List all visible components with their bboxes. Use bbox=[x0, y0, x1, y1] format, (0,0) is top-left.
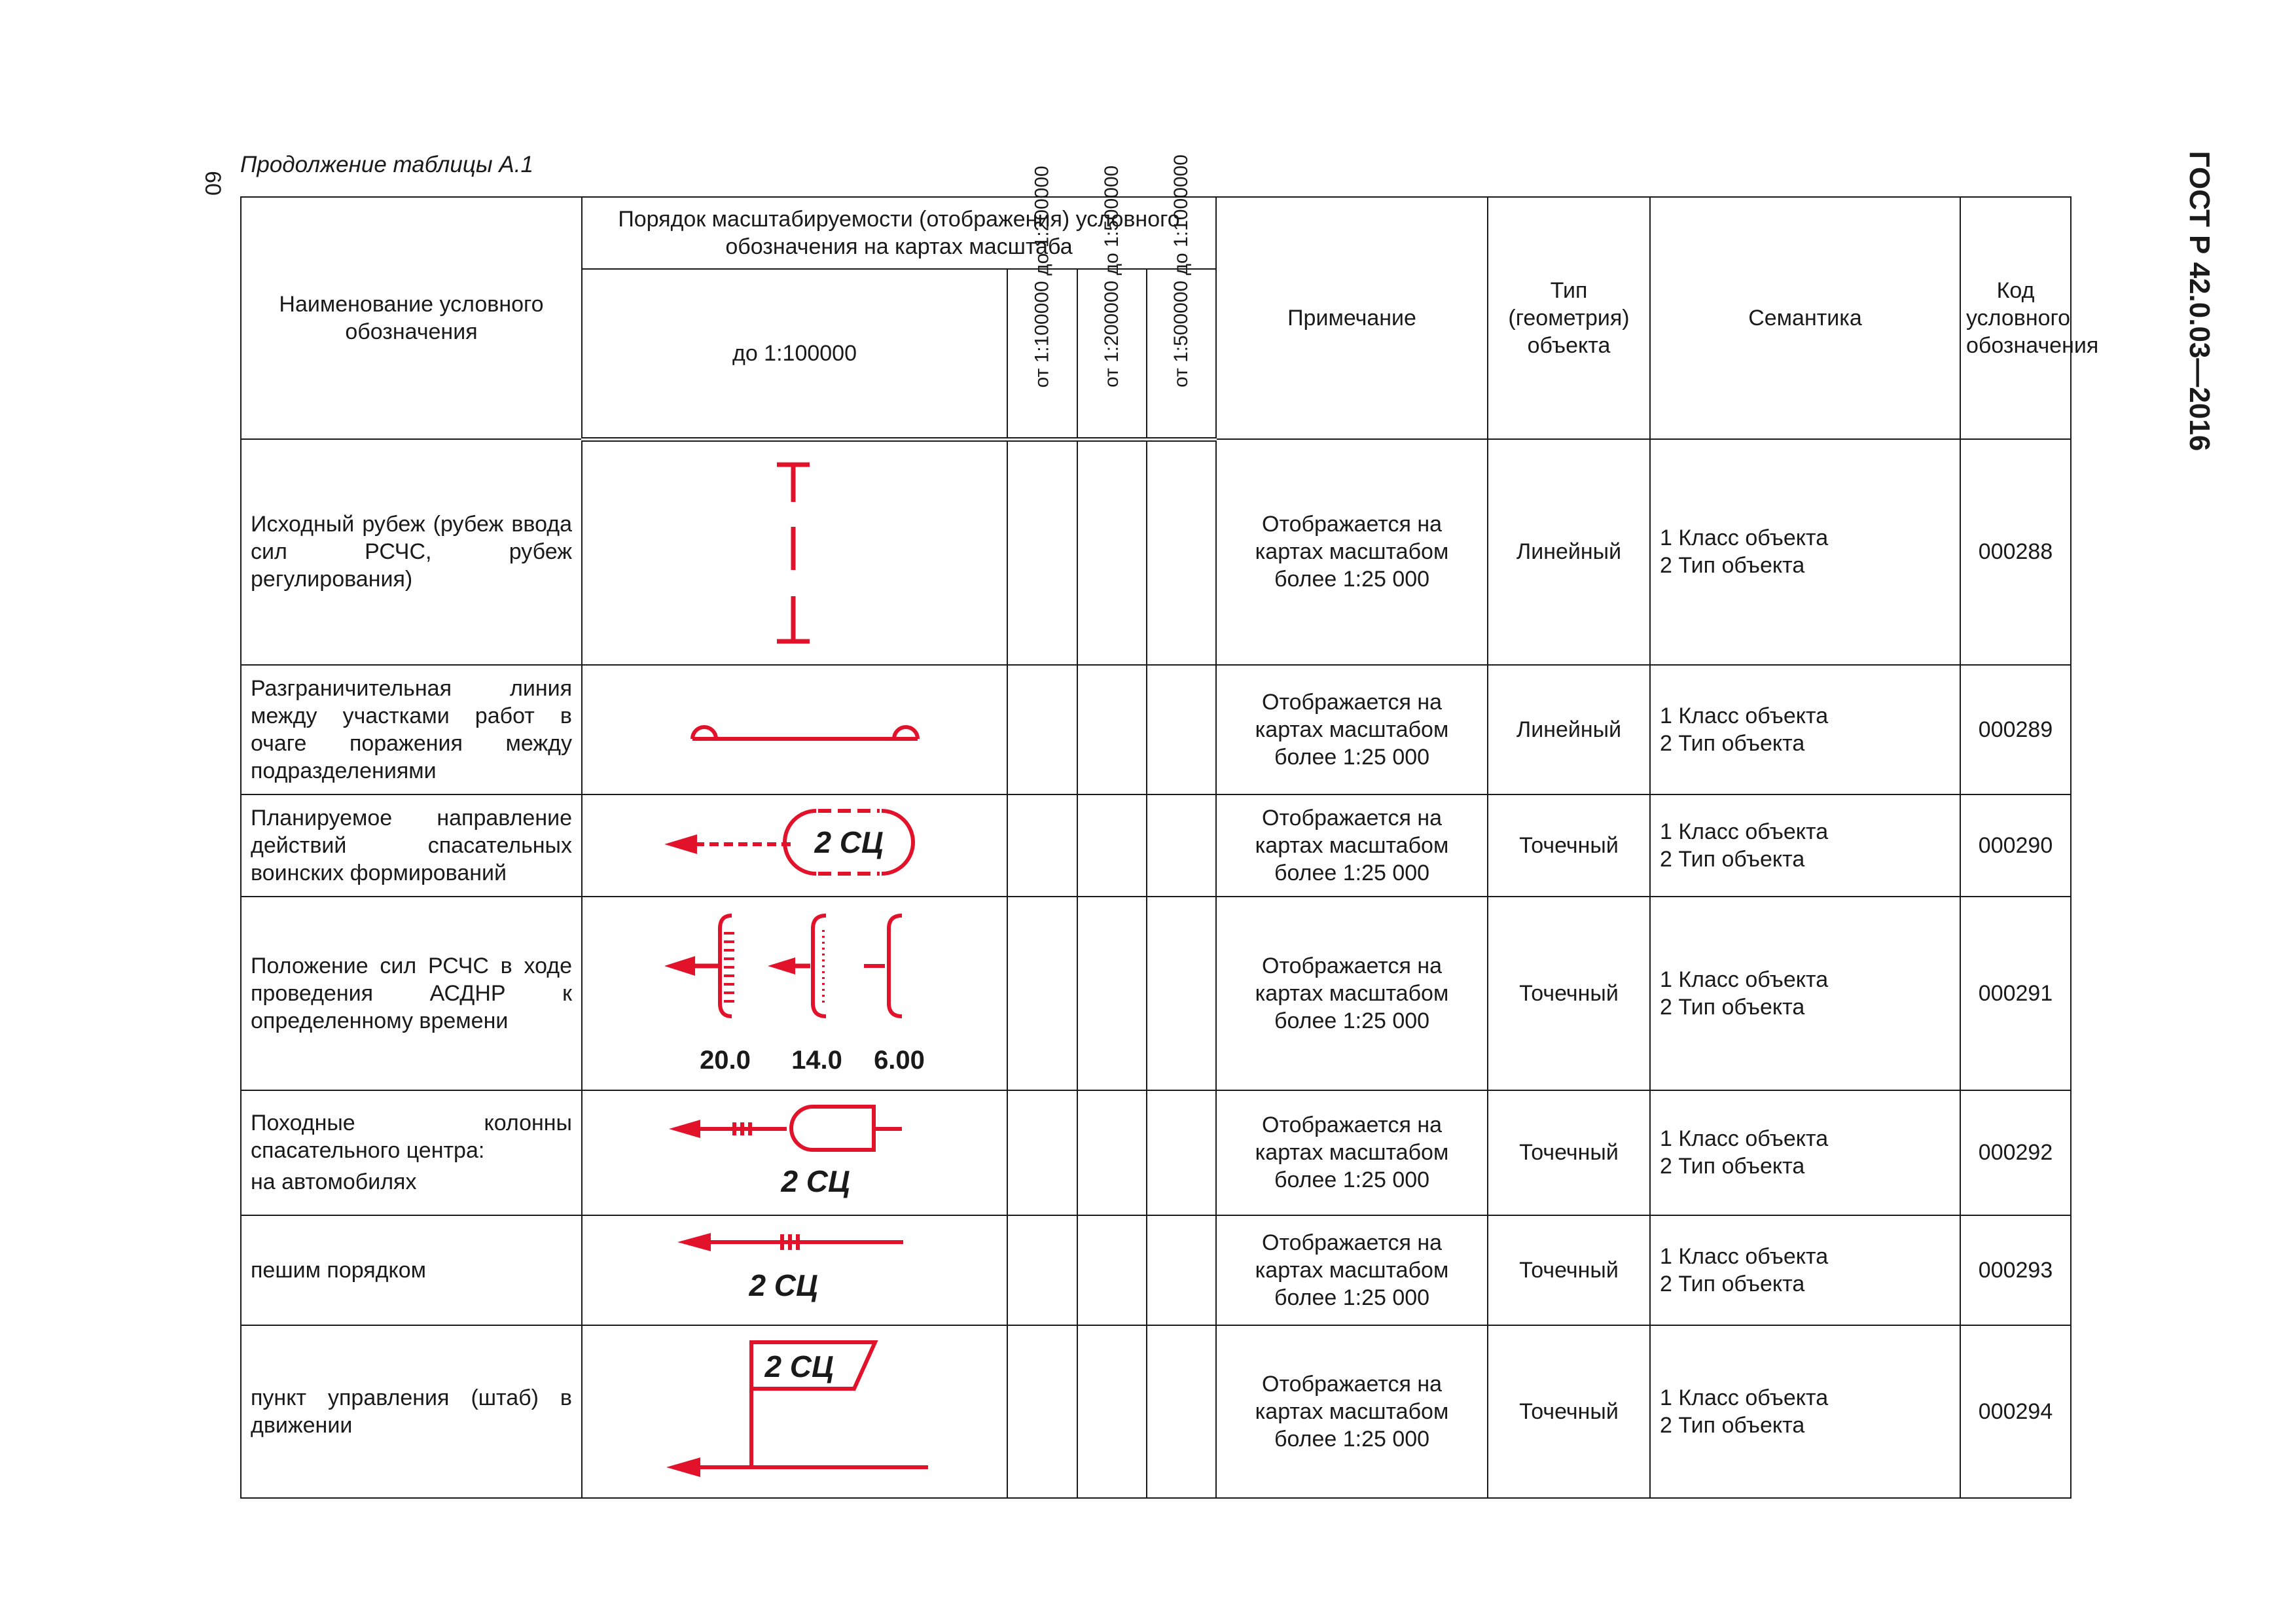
symbol-mobile-command-post bbox=[582, 1325, 1007, 1498]
foot-column-symbol bbox=[583, 1216, 1008, 1318]
table-row bbox=[241, 665, 2071, 794]
page-number: 60 bbox=[200, 171, 225, 196]
forces-position-symbol bbox=[583, 897, 1008, 1083]
header-code: Код условного обозначения bbox=[1960, 197, 2071, 439]
mobile-command-post-symbol bbox=[583, 1326, 1008, 1491]
row-type: Точечный bbox=[1488, 1090, 1650, 1215]
row-note: Отображается на картах масштабом более 1:25 000 bbox=[1216, 665, 1488, 794]
header-row-top bbox=[241, 197, 2071, 269]
symbol-label: 2 СЦ bbox=[764, 1349, 834, 1383]
row-name: Положение сил РСЧС в ходе проведения АСДНР к определенному времени bbox=[241, 897, 582, 1090]
table-row bbox=[241, 439, 2071, 665]
row-note: Отображается на картах масштабом более 1:25 000 bbox=[1216, 897, 1488, 1090]
demarcation-line-symbol bbox=[583, 666, 1008, 787]
symbol-forces-position bbox=[582, 897, 1007, 1090]
header-scale-group: Порядок масштабируемости (отображения) условного обозначения на картах масштаба bbox=[582, 197, 1216, 269]
scale-cell-2 bbox=[1007, 897, 1077, 1090]
scale-cell-2 bbox=[1007, 1215, 1077, 1325]
scale-cell-4 bbox=[1147, 794, 1216, 897]
row-type: Точечный bbox=[1488, 794, 1650, 897]
scale-cell-2 bbox=[1007, 1090, 1077, 1215]
table-row bbox=[241, 897, 2071, 1090]
row-code: 000289 bbox=[1960, 665, 2071, 794]
scale-cell-3 bbox=[1077, 1325, 1147, 1498]
scale-cell-4 bbox=[1147, 897, 1216, 1090]
symbol-foot-column bbox=[582, 1215, 1007, 1325]
scale-cell-3 bbox=[1077, 794, 1147, 897]
row-type: Линейный bbox=[1488, 665, 1650, 794]
table-row bbox=[241, 1325, 2071, 1498]
row-type: Точечный bbox=[1488, 897, 1650, 1090]
planned-direction-symbol bbox=[583, 795, 1008, 889]
header-type: Тип (геометрия) объекта bbox=[1488, 197, 1650, 439]
scale-cell-4 bbox=[1147, 1090, 1216, 1215]
row-type: Линейный bbox=[1488, 439, 1650, 665]
scale-cell-2 bbox=[1007, 794, 1077, 897]
scale-cell-4 bbox=[1147, 439, 1216, 665]
row-note: Отображается на картах масштабом более 1:25 000 bbox=[1216, 439, 1488, 665]
scale-cell-2 bbox=[1007, 665, 1077, 794]
row-semantics: 1 Класс объекта 2 Тип объекта bbox=[1650, 897, 1960, 1090]
header-scale-2: от 1:100000 до 1:200000 bbox=[1007, 269, 1077, 439]
scale-cell-3 bbox=[1077, 439, 1147, 665]
header-scale-1: до 1:100000 bbox=[582, 269, 1007, 439]
time-label: 20.0 bbox=[700, 1045, 751, 1075]
table-caption: Продолжение таблицы А.1 bbox=[240, 152, 533, 177]
scale-cell-4 bbox=[1147, 665, 1216, 794]
symbol-planned-direction bbox=[582, 794, 1007, 897]
symbol-label: 2 СЦ bbox=[749, 1268, 818, 1302]
symbol-motor-column bbox=[582, 1090, 1007, 1215]
arrow-head-icon bbox=[664, 834, 697, 854]
header-scale-3: от 1:200000 до 1:500000 bbox=[1077, 269, 1147, 439]
row-code: 000292 bbox=[1960, 1090, 2071, 1215]
symbol-demarcation-line bbox=[582, 665, 1007, 794]
scale-cell-3 bbox=[1077, 1215, 1147, 1325]
row-note: Отображается на картах масштабом более 1:25 000 bbox=[1216, 1090, 1488, 1215]
row-semantics: 1 Класс объекта 2 Тип объекта bbox=[1650, 794, 1960, 897]
row-name: Разграничительная линия между участками работ в очаге поражения между подразделениями bbox=[241, 665, 582, 794]
row-semantics: 1 Класс объекта 2 Тип объекта bbox=[1650, 1090, 1960, 1215]
scale-cell-4 bbox=[1147, 1325, 1216, 1498]
scale-cell-3 bbox=[1077, 1090, 1147, 1215]
scale-cell-2 bbox=[1007, 1325, 1077, 1498]
symbol-label: 2 СЦ bbox=[781, 1164, 850, 1198]
header-semantics: Семантика bbox=[1650, 197, 1960, 439]
row-semantics: 1 Класс объекта 2 Тип объекта bbox=[1650, 665, 1960, 794]
time-label: 6.00 bbox=[874, 1045, 925, 1075]
table-row bbox=[241, 1090, 2071, 1215]
row-name: пешим порядком bbox=[241, 1215, 582, 1325]
header-name: Наименование условного обозначения bbox=[241, 197, 582, 439]
scale-cell-3 bbox=[1077, 897, 1147, 1090]
table-row bbox=[241, 1215, 2071, 1325]
initial-line-symbol bbox=[583, 442, 1008, 658]
row-name bbox=[241, 1090, 582, 1215]
scale-cell-4 bbox=[1147, 1215, 1216, 1325]
row-code: 000288 bbox=[1960, 439, 2071, 665]
row-code: 000294 bbox=[1960, 1325, 2071, 1498]
motor-column-symbol bbox=[583, 1091, 1008, 1208]
row-semantics: 1 Класс объекта 2 Тип объекта bbox=[1650, 1215, 1960, 1325]
row-note: Отображается на картах масштабом более 1:25 000 bbox=[1216, 1215, 1488, 1325]
table-row bbox=[241, 794, 2071, 897]
row-code: 000293 bbox=[1960, 1215, 2071, 1325]
row-semantics: 1 Класс объекта 2 Тип объекта bbox=[1650, 1325, 1960, 1498]
row-subname: на автомобилях bbox=[251, 1169, 417, 1194]
row-code: 000290 bbox=[1960, 794, 2071, 897]
row-type: Точечный bbox=[1488, 1325, 1650, 1498]
row-type: Точечный bbox=[1488, 1215, 1650, 1325]
row-semantics: 1 Класс объекта 2 Тип объекта bbox=[1650, 439, 1960, 665]
row-name: пункт управления (штаб) в движении bbox=[241, 1325, 582, 1498]
row-name: Планируемое направление действий спасательных воинских формирований bbox=[241, 794, 582, 897]
row-note: Отображается на картах масштабом более 1:25 000 bbox=[1216, 794, 1488, 897]
row-name: Исходный рубеж (рубеж ввода сил РСЧС, рубеж регулирования) bbox=[241, 439, 582, 665]
scale-cell-3 bbox=[1077, 665, 1147, 794]
row-code: 000291 bbox=[1960, 897, 2071, 1090]
row-name-main: Походные колонны спасательного центра: bbox=[251, 1111, 572, 1163]
symbol-initial-line bbox=[582, 439, 1007, 665]
row-note: Отображается на картах масштабом более 1:25 000 bbox=[1216, 1325, 1488, 1498]
header-scale-4: от 1:500000 до 1:1000000 bbox=[1147, 269, 1216, 439]
time-label: 14.0 bbox=[791, 1045, 842, 1075]
standard-code: ГОСТ Р 42.0.03—2016 bbox=[2183, 151, 2215, 452]
scale-cell-2 bbox=[1007, 439, 1077, 665]
header-note: Примечание bbox=[1216, 197, 1488, 439]
symbol-label: 2 СЦ bbox=[814, 825, 884, 859]
